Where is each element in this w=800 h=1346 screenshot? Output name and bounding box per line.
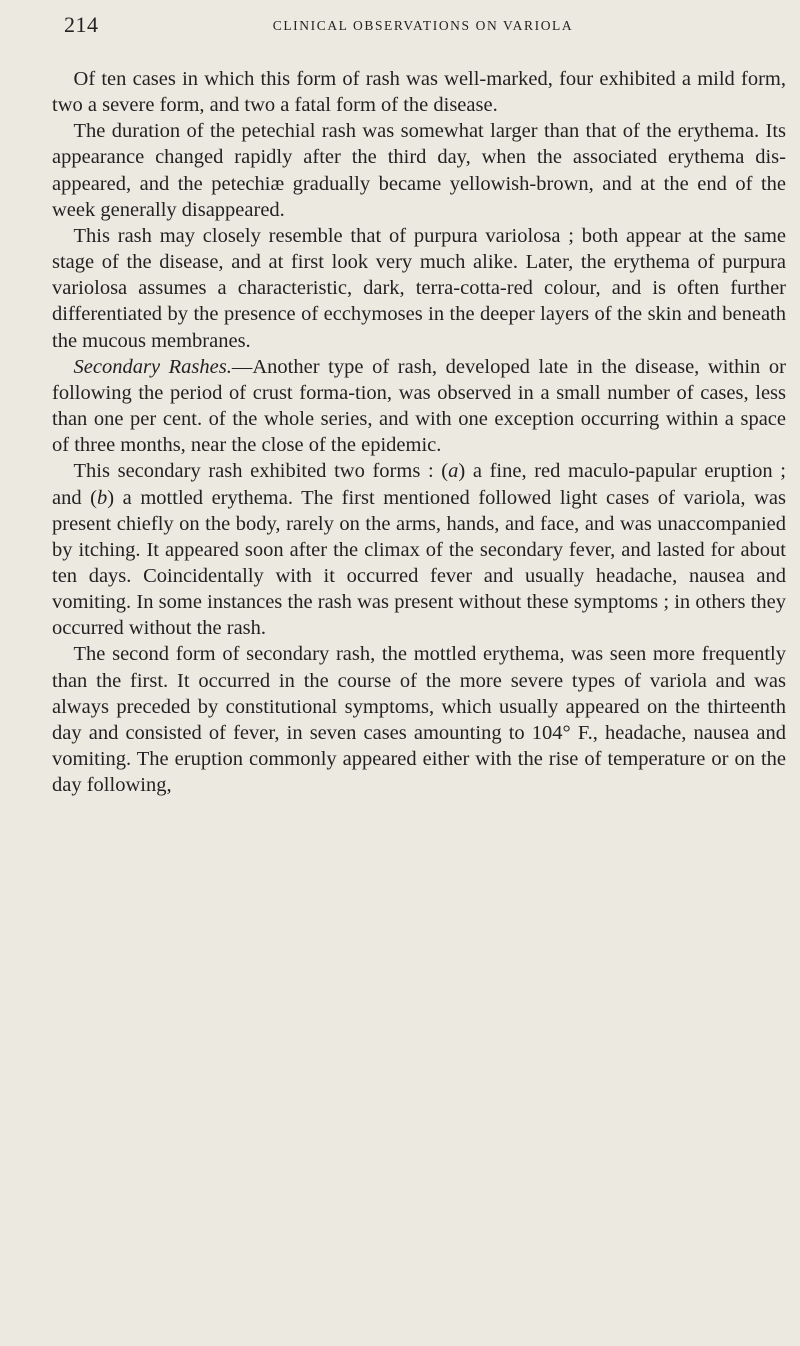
paragraph-6: The second form of secondary rash, the mottled erythema, was seen more frequently than the first. It occurred in the course of the more severe types of variola and was always preceded by constitutional symptoms, which usually appeared on the thirteenth day and consisted of fever, in seven cases amounting to 104° F., headache, nausea and vomiting. The eruption commonly appeared either with the rise of temperature or on the day following, (52, 643, 786, 797)
running-title: CLINICAL OBSERVATIONS ON VARIOLA (272, 18, 574, 33)
paragraph-3: This rash may closely resemble that of purpura variolosa ; both appear at the same stage of the disease, and at first look very much alike. Later, the erythema of purpura variolosa assumes a characteristic, dark, terra-cotta-red colour, and is often further differentiated by the presence of ecchymoses in the deeper layers of the skin and beneath the mucous membranes. (52, 224, 786, 352)
enumeration-letter-b: b (97, 486, 108, 509)
paragraph-5-part-3: ) a mottled erythema. The first mentioned followed light cases of variola, was present chiefly on the body, rarely on the arms, hands, and face, and was unaccompanied by itching. It appeared soon after the climax of the secondary fever, and lasted for about ten days. Coincidentally with it occurred fever and usually headache, nausea and vomiting. In some instances the rash was present without these symptoms ; in others they occurred without the rash. (52, 486, 786, 640)
paragraph-1: Of ten cases in which this form of rash was well-marked, four exhibited a mild form, two a severe form, and two a fatal form of the disease. (52, 68, 786, 117)
section-title: Secondary Rashes. (73, 355, 232, 378)
paragraph-4-text: —Another type of rash, developed late in the disease, within or following the period of crust forma-tion, was observed in a small number of cases, less than one per cent. of the whole series, and with one exception occurring within a space of three months, near the close of the epidemic. (52, 355, 787, 457)
paragraph-5-part-2: ) a fine, red maculo-papular eruption ; and ( (52, 460, 786, 509)
page-number: 214 (64, 12, 99, 37)
body-text (52, 66, 786, 798)
paragraph-5 (52, 458, 786, 641)
paragraph-4 (52, 354, 786, 459)
enumeration-letter-a: a (448, 460, 459, 483)
paragraph-2: The duration of the petechial rash was somewhat larger than that of the erythema. Its appearance changed rapidly after the third day, when the associated erythema dis-appeared, and the petechiæ gradually became yellowish-brown, and at the end of the week generally disappeared. (52, 120, 786, 221)
paragraph-5-part-1: This secondary rash exhibited two forms : ( (73, 460, 449, 483)
running-head (64, 12, 782, 42)
